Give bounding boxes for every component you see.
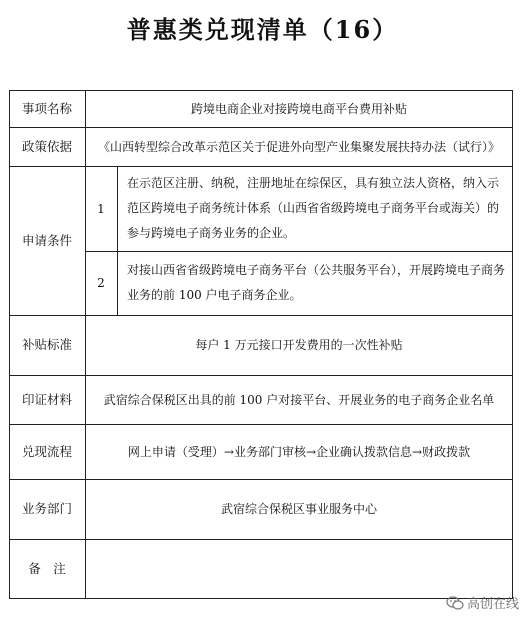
policy-table: [9, 90, 513, 599]
row-value-item: 跨境电商企业对接跨境电商平台费用补贴: [190, 101, 407, 116]
wechat-icon: [446, 596, 464, 610]
row-label-materials: 印证材料: [21, 391, 72, 407]
row-value-materials: 武宿综合保税区出具的前 100 户对接平台、开展业务的电子商务企业名单: [103, 392, 495, 407]
row-value-policy: 《山西转型综合改革示范区关于促进外向型产业集聚发展扶持办法（试行）》: [97, 139, 500, 154]
watermark-text: 高创在线: [466, 597, 519, 612]
row-value-process: 网上申请（受理）→业务部门审核→企业确认拨款信息→财政拨款: [127, 444, 471, 459]
condition-text: 对接山西省省级跨境电子商务平台（公共服务平台），开展跨境电子商务业务的前 100 户电子商务企业。: [127, 263, 506, 302]
row-value-standard: 每户 1 万元接口开发费用的一次性补贴: [195, 338, 403, 352]
condition-text: 在示范区注册、纳税，注册地址在综保区，具有独立法人资格，纳入示范区跨境电子商务统计体系（山西省省级跨境电子商务平台或海关）的参与跨境电子商务业务的企业。: [127, 176, 500, 240]
row-label-standard: 补贴标准: [21, 337, 72, 352]
row-label-policy: 政策依据: [21, 138, 72, 154]
condition-number: 2: [97, 276, 105, 290]
watermark: [446, 593, 519, 612]
row-value-department: 武宿综合保税区事业服务中心: [220, 502, 377, 516]
row-label-remarks: 备 注: [28, 560, 66, 576]
row-label-conditions: 申请条件: [21, 232, 72, 248]
row-value-remarks: [85, 539, 513, 598]
condition-number: 1: [97, 201, 105, 216]
row-label-item: 事项名称: [21, 100, 72, 116]
row-label-department: 业务部门: [21, 501, 72, 516]
row-label-process: 兑现流程: [21, 443, 72, 459]
page-title: 普惠类兑现清单（16）: [126, 15, 399, 44]
